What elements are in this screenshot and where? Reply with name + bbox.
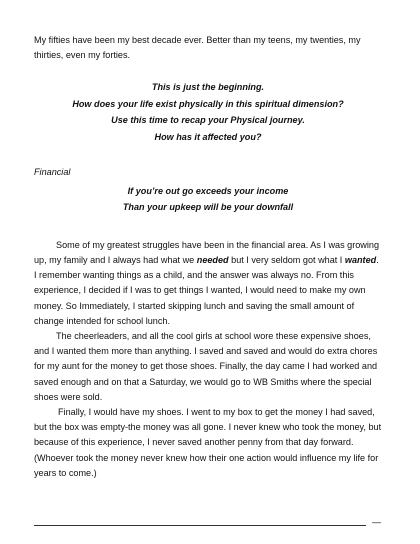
- prompt-line: This is just the beginning.: [151, 82, 265, 93]
- quote-line: Than your upkeep will be your downfall: [122, 202, 294, 213]
- body-paragraph-3: Finally, I would have my shoes. I went to my box to get the money I had saved, but the box was empty-the money was all gone. I never knew who took the money, but because of this experience, I never saved another penny from that day forward. (Whoever took the money never knew how their one action would influence my life for years to come.): [34, 407, 382, 478]
- emphasis-needed: needed: [196, 255, 229, 266]
- text-run: . I remember wanting things as a child, and the answer was always no. From this experience, I decided if I was to get things I wanted, I would need to make my own money. So Immediately, I started skipping lunch and saving the small amount of change intended for school lunch.: [34, 255, 379, 326]
- body-paragraph-2: The cheerleaders, and all the cool girls at school wore these expensive shoes, and I wanted them more than anything. I saved and saved and would do extra chores for my aunt for the money to get those shoes. Finally, the day came I had worked and saved enough and on that a Saturday, we would go to WB Smiths where the special shoes were sold.: [34, 331, 378, 402]
- prompt-line: How does your life exist physically in this spiritual dimension?: [72, 98, 344, 109]
- prompt-line: How has it affected you?: [154, 131, 262, 142]
- text-run: but I very seldom got what I: [228, 255, 345, 266]
- section-title: Financial: [34, 167, 71, 178]
- prompt-line: Use this time to recap your Physical journey.: [111, 115, 305, 126]
- section-quote: [34, 183, 382, 216]
- footer-mark: —: [372, 517, 382, 527]
- text-run: Some of my greatest struggles have been in the financial area. As I was growing up, my family and I always had what we: [34, 239, 380, 266]
- footer-rule: [34, 525, 366, 526]
- quote-line: If you’re out go exceeds your income: [127, 186, 289, 197]
- emphasis-wanted: wanted: [344, 255, 377, 266]
- reflection-prompt: [34, 79, 382, 145]
- intro-paragraph: My fifties have been my best decade ever. Better than my teens, my twenties, my thirties, even my forties.: [34, 35, 361, 61]
- body-paragraph-1: [34, 238, 382, 329]
